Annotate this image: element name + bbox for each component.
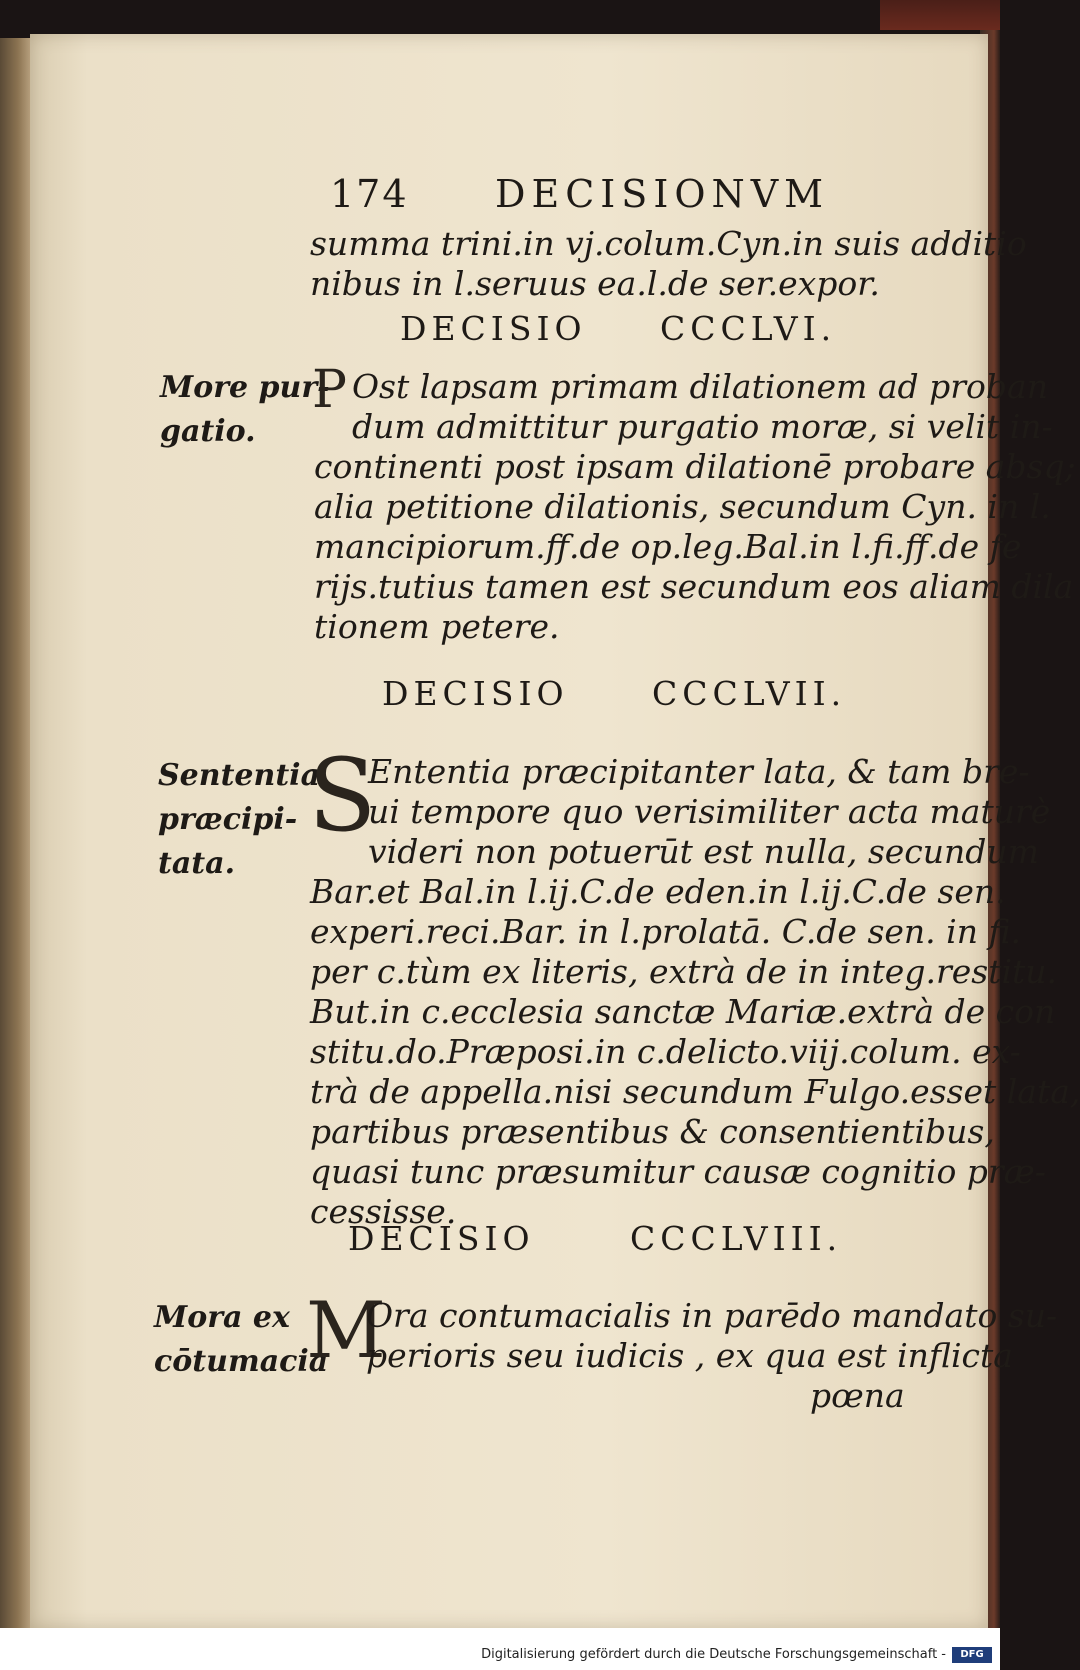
margin-note-line: tata. — [158, 846, 236, 881]
margin-note — [158, 754, 320, 886]
page-number: 174 — [330, 172, 409, 216]
text-line: per c.tùm ex literis, extrà de in integ.restitu. — [310, 952, 1058, 991]
book-edge-left — [0, 38, 30, 1628]
margin-note-line: Mora ex — [154, 1300, 290, 1335]
text-line: tionem petere. — [314, 607, 560, 646]
text-line: experi.reci.Bar. in l.prolatā. C.de sen. in fi. — [310, 912, 1021, 951]
text-line: ui tempore quo verisimiliter acta maturè — [368, 792, 1051, 831]
text-line: Ententia præcipitanter lata, & tam bre- — [368, 752, 1030, 791]
catchword: pœna — [810, 1376, 905, 1415]
text-line: summa trini.in vj.colum.Cyn.in suis additio — [310, 224, 1027, 263]
text-line: partibus præsentibus & consentientibus, — [310, 1112, 995, 1151]
drop-cap: P — [312, 360, 347, 420]
margin-note-line: gatio. — [160, 414, 256, 449]
margin-note — [154, 1296, 328, 1384]
binding-edge-top — [880, 0, 1000, 30]
text-line: alia petitione dilationis, secundum Cyn. in l. — [314, 487, 1051, 526]
running-title: DECISIONVM — [495, 172, 830, 216]
margin-note — [160, 366, 330, 454]
footer-bar — [0, 1628, 1000, 1670]
text-line: But.in c.ecclesia sanctæ Mariæ.extrà de con — [310, 992, 1056, 1031]
decisio-label: DECISIO — [348, 1219, 535, 1258]
decisio-number: CCCLVI. — [660, 309, 837, 348]
text-line: nibus in l.seruus ea.l.de ser.expor. — [310, 264, 880, 303]
decisio-label: DECISIO — [400, 309, 587, 348]
margin-note-line: præcipi- — [158, 802, 298, 837]
text-line: dum admittitur purgatio moræ, si velit in- — [352, 407, 1053, 446]
text-line: continenti post ipsam dilationē probare absq; — [314, 447, 1076, 486]
decisio-number: CCCLVIII. — [630, 1219, 843, 1258]
margin-note-line: Sententia — [158, 758, 321, 793]
decisio-heading — [348, 1219, 843, 1258]
text-line: cessisse. — [310, 1192, 457, 1231]
digitization-credit: Digitalisierung gefördert durch die Deutsche Forschungsgemeinschaft - — [481, 1647, 946, 1662]
decisio-heading — [400, 309, 837, 348]
page-content — [30, 34, 1080, 1629]
text-line: Bar.et Bal.in l.ij.C.de eden.in l.ij.C.de sen. — [310, 872, 1006, 911]
decisio-label: DECISIO — [382, 674, 569, 713]
text-line: Ost lapsam primam dilationem ad proban — [352, 367, 1048, 406]
text-line: rijs.tutius tamen est secundum eos aliam dila — [314, 567, 1074, 606]
text-line: stitu.do.Præposi.in c.delicto.viij.colum. ex- — [310, 1032, 1021, 1071]
margin-note-line: More pur- — [160, 370, 330, 405]
book-page — [30, 34, 1080, 1629]
margin-note-line: cōtumacia — [154, 1344, 329, 1379]
drop-cap: S — [308, 737, 377, 854]
text-line: quasi tunc præsumitur causæ cognitio præ- — [310, 1152, 1046, 1191]
text-line: videri non potuerūt est nulla, secundum — [368, 832, 1039, 871]
text-line: perioris seu iudicis , ex qua est inflicta — [366, 1336, 1013, 1375]
dfg-logo-icon: DFG — [952, 1647, 992, 1663]
text-line: mancipiorum.ff.de op.leg.Bal.in l.fi.ff.de fe — [314, 527, 1022, 566]
decisio-heading — [382, 674, 847, 713]
drop-cap: M — [306, 1286, 386, 1376]
text-line: Ora contumacialis in parēdo mandato su- — [366, 1296, 1058, 1335]
text-line: trà de appella.nisi secundum Fulgo.esset lata, — [310, 1072, 1080, 1111]
decisio-number: CCCLVII. — [652, 674, 847, 713]
running-header — [330, 172, 890, 222]
